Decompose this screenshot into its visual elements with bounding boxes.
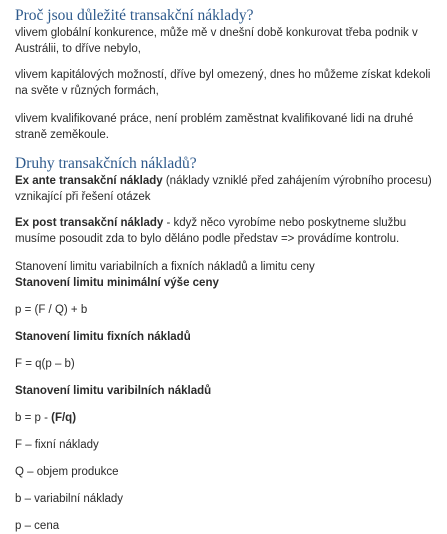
- paragraph-qualified-labor: vlivem kvalifikované práce, není problém zaměstnat kvalifikované lidi na druhé straně zeměkoule.: [15, 113, 414, 141]
- article: [15, 6, 441, 534]
- fixed-costs-formula: F = q(p – b): [15, 358, 75, 370]
- paragraph-ex-post: [15, 215, 441, 247]
- ex-ante-description: (náklady vzniklé před zahájením výrobního procesu) vznikající při řešení otázek: [15, 175, 432, 203]
- legend-item-fixed: F – fixní náklady: [15, 439, 99, 451]
- legend-item-price: p – cena: [15, 520, 60, 532]
- paragraph-capital: vlivem kapitálových možností, dříve byl omezený, dnes ho můžeme získat kdekoli na světe v různých formách,: [15, 69, 431, 97]
- limit-intro: Stanovení limitu variabilních a fixních nákladů a limitu ceny: [15, 261, 315, 273]
- legend-item-variable: b – variabilní náklady: [15, 493, 124, 505]
- term-ex-ante: Ex ante transakční náklady: [15, 175, 163, 187]
- legend-item-volume: Q – objem produkce: [15, 466, 119, 478]
- fixed-costs-heading: Stanovení limitu fixních nákladů: [15, 331, 191, 343]
- min-price-formula: p = (F / Q) + b: [15, 304, 88, 316]
- ex-post-description: - když něco vyrobíme nebo poskytneme službu musíme posoudit zda to bylo děláno podle představ => provádíme kontrolu.: [15, 217, 407, 245]
- term-ex-post: Ex post transakční náklady: [15, 217, 164, 229]
- variable-formula-prefix: b = p -: [15, 412, 52, 424]
- section-heading-types: Druhy transakčních nákladů?: [15, 155, 197, 172]
- variable-formula-term: (F/q): [51, 412, 77, 424]
- variable-costs-heading: Stanovení limitu varibilních nákladů: [15, 385, 212, 397]
- section-heading-importance: Proč jsou důležité transakční náklady?: [15, 7, 254, 24]
- variable-costs-formula: [15, 410, 441, 426]
- min-price-heading: Stanovení limitu minimální výše ceny: [15, 277, 219, 289]
- paragraph-global-competition: vlivem globální konkurence, může mě v dnešní době konkurovat třeba podnik v Austrálii, to dříve nebylo,: [15, 27, 418, 55]
- paragraph-ex-ante: [15, 173, 441, 205]
